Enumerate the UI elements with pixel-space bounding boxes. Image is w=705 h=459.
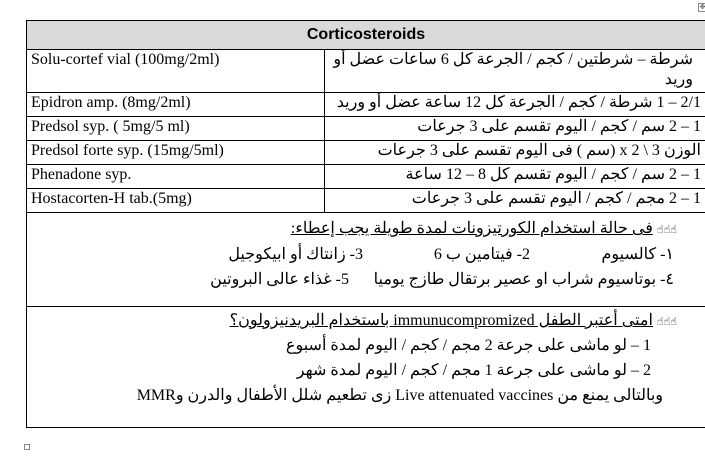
note-heading-line <box>230 311 677 332</box>
drug-dose: الوزن x 2 \ 3 (سم ) فى اليوم تقسم على 3 جرعات <box>325 141 705 165</box>
note-item: ١- كالسيوم <box>601 246 674 263</box>
note-heading-line <box>291 219 677 240</box>
table-resize-handle[interactable] <box>24 444 30 450</box>
note-item: 5- غذاء عالى البروتين <box>210 271 349 288</box>
document-page <box>26 20 705 446</box>
note-row-immunocompromised <box>27 307 705 428</box>
drug-name: Predsol forte syp. (15mg/5ml) <box>27 141 325 165</box>
note-line: وبالتالى يمنع من Live attenuated vaccines زى تطعيم شلل الأطفال والدرن وMMR <box>136 387 663 404</box>
note-line: 1 – لو ماشى على جرعة 2 مجم / كجم / اليوم لمدة أسبوع <box>285 337 651 354</box>
drug-dose: 1 – 2 سم / كجم / اليوم تقسم على 3 جرعات <box>325 117 705 141</box>
corticosteroids-table <box>26 20 705 428</box>
drug-dose: 1 – 2 مجم / كجم / اليوم تقسم على 3 جرعات <box>325 189 705 213</box>
drug-dose: 2/1 – 1 شرطة / كجم / الجرعة كل 12 ساعة عضل أو وريد <box>325 93 705 117</box>
pointing-hand-icon: ☝☝☝ <box>656 315 677 328</box>
note-item: 3- زانتاك أو ابيكوجيل <box>228 246 363 263</box>
drug-name: Hostacorten-H tab.(5mg) <box>27 189 325 213</box>
note-item: 2- فيتامين ب 6 <box>433 246 530 263</box>
note-heading: امتى أعتبر الطفل immunucompromized باستخدام البريدنيزولون؟ <box>229 312 653 329</box>
table-move-handle-icon[interactable]: ✥ <box>699 3 705 11</box>
table-row <box>27 50 705 93</box>
note-item: ٤- بوتاسيوم شراب او عصير برتقال طازج يوميا <box>373 271 674 288</box>
drug-name: Phenadone syp. <box>27 165 325 189</box>
drug-name: Solu-cortef vial (100mg/2ml) <box>27 50 325 93</box>
table-title: Corticosteroids <box>27 21 705 50</box>
table-row <box>27 189 705 213</box>
pointing-hand-icon: ☝☝☝ <box>656 223 677 236</box>
table-row <box>27 93 705 117</box>
note-heading: فى حالة استخدام الكورتيزونات لمدة طويلة يجب إعطاء: <box>290 220 653 237</box>
table-header-row <box>27 21 705 50</box>
table-row <box>27 117 705 141</box>
drug-name: Predsol syp. ( 5mg/5 ml) <box>27 117 325 141</box>
drug-dose: شرطة – شرطتين / كجم / الجرعة كل 6 ساعات عضل أو وريد <box>325 50 705 93</box>
table-row <box>27 141 705 165</box>
drug-dose: 1 – 2 سم / كجم / اليوم تقسم كل 8 – 12 ساعة <box>325 165 705 189</box>
long-term-note <box>27 213 705 307</box>
note-line: 2 – لو ماشى على جرعة 1 مجم / كجم / اليوم لمدة شهر <box>296 362 651 379</box>
immunocompromised-note <box>27 307 705 428</box>
table-row <box>27 165 705 189</box>
note-row-long-term <box>27 213 705 307</box>
drug-name: Epidron amp. (8mg/2ml) <box>27 93 325 117</box>
